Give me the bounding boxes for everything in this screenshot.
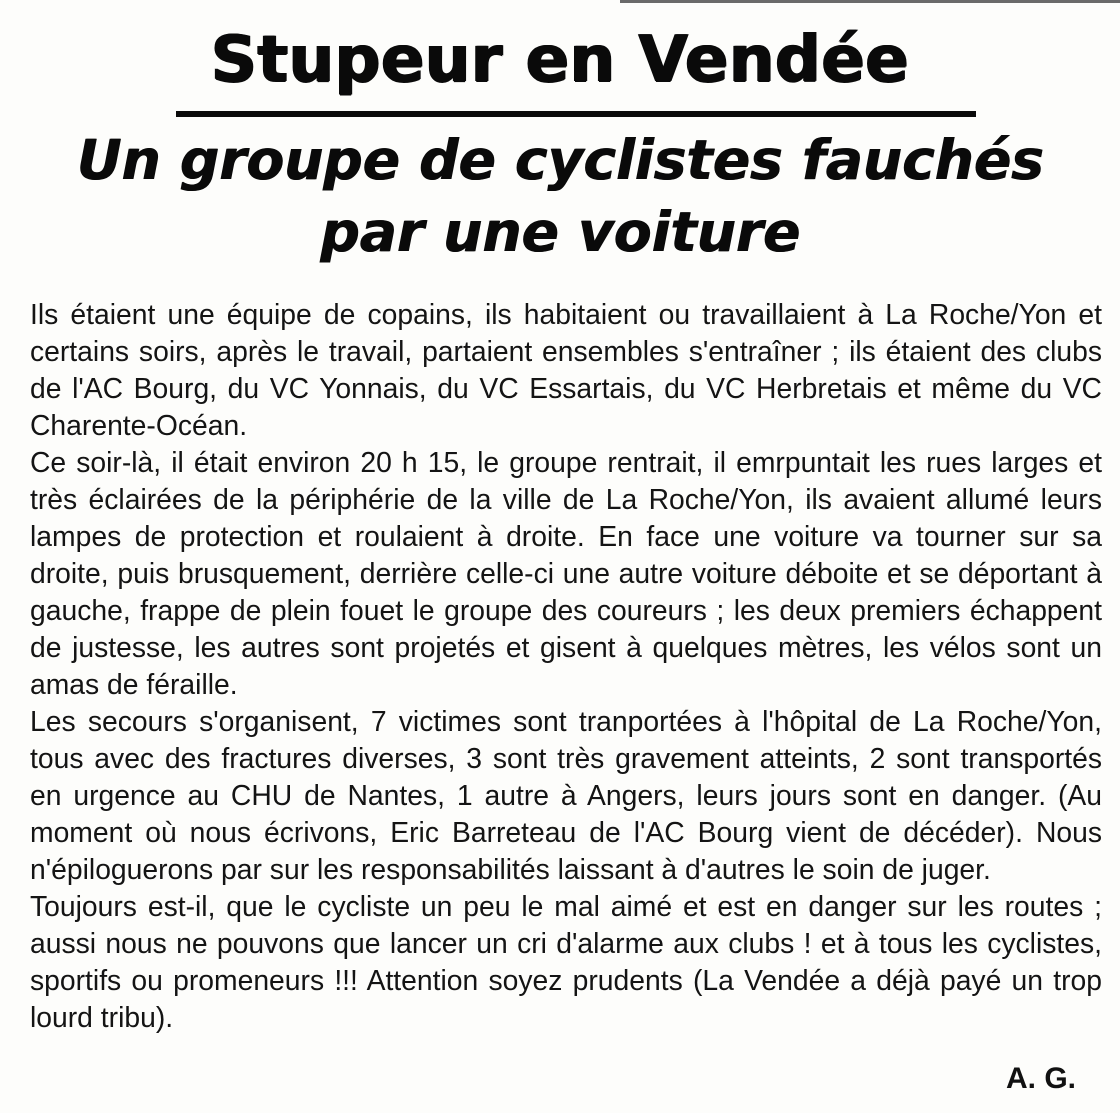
top-border-line (620, 0, 1120, 3)
headline: Stupeur en Vendée (210, 23, 910, 97)
author-signature: A. G. (1005, 1062, 1076, 1095)
paragraph: Les secours s'organisent, 7 victimes sont tranportées à l'hôpital de La Roche/Yon, tous avec des fractures diverses, 3 sont très gravement atteints, 2 sont transportés en urgence au CHU de Nantes, 1 autre à Angers, leurs jours sont en danger. (Au moment où nous écrivons, Eric Barreteau de l'AC Bourg vient de décéder). Nous n'épiloguerons par sur les responsabilités laissant à d'autres le soin de juger. (30, 705, 1102, 885)
paragraph: Toujours est-il, que le cycliste un peu le mal aimé et est en danger sur les routes ; aussi nous ne pouvons que lancer un cri d'alarme aux clubs ! et à tous les cyclistes, sportifs ou promeneurs !!! Attention soyez prudents (La Vendée a déjà payé un trop lourd tribu). (30, 890, 1102, 1033)
paragraph: Ce soir-là, il était environ 20 h 15, le groupe rentrait, il emrpuntait les rues larges et très éclairées de la périphérie de la ville de La Roche/Yon, ils avaient allumé leurs lampes de protection et roulaient à droite. En face une voiture va tourner sur sa droite, puis brusquement, derrière celle-ci une autre voiture déboite et se déportant à gauche, frappe de plein fouet le groupe des coureurs ; les deux premiers échappent de justesse, les autres sont projetés et gisent à quelques mètres, les vélos sont un amas de féraille. (30, 446, 1102, 700)
subheadline: Un groupe de cyclistes fauchés par une voiture (76, 128, 1044, 264)
headline-underline (176, 111, 976, 117)
article-body (30, 296, 1102, 1036)
paragraph: Ils étaient une équipe de copains, ils habitaient ou travaillaient à La Roche/Yon et certains soirs, après le travail, partaient ensembles s'entraîner ; ils étaient des clubs de l'AC Bourg, du VC Yonnais, du VC Essartais, du VC Herbretais et même du VC Charente-Océan. (30, 298, 1102, 441)
